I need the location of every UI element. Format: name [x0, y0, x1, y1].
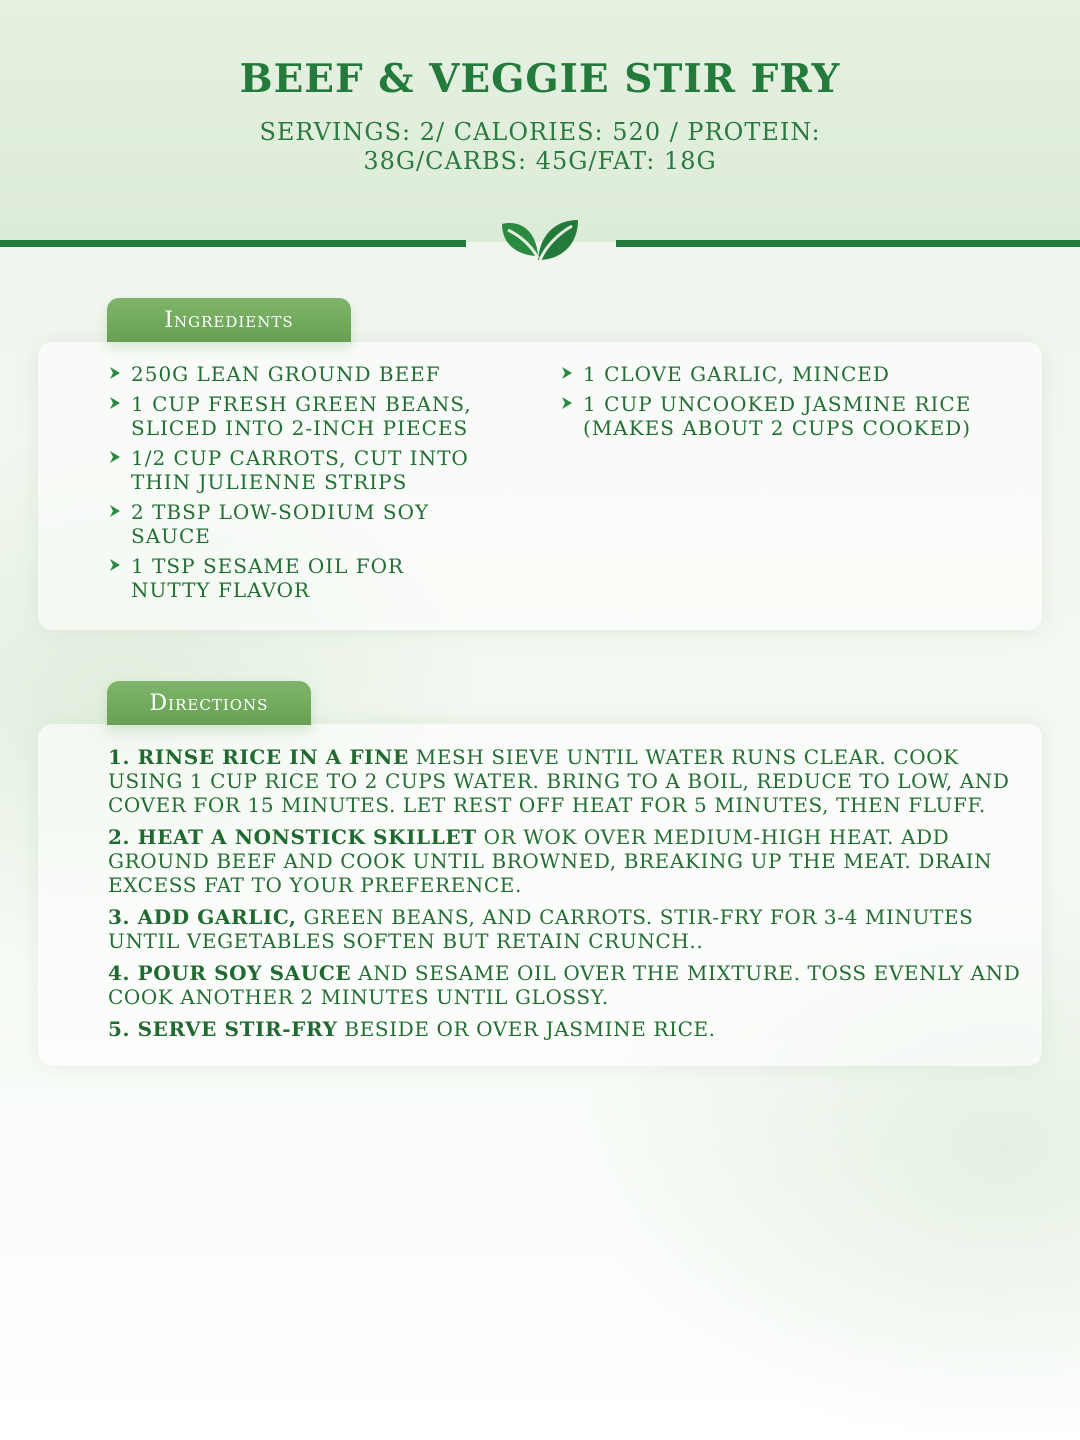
leaf-icon — [496, 214, 582, 268]
direction-step — [108, 825, 1038, 897]
divider-rule-left — [0, 240, 466, 247]
step-text: AND SESAME OIL OVER THE MIXTURE. TOSS EVENLY AND COOK ANOTHER 2 MINUTES UNTIL GLOSSY. — [108, 961, 1021, 1009]
list-item: 1/2 CUP CARROTS, CUT INTO THIN JULIENNE STRIPS — [108, 446, 488, 494]
list-item: 250G LEAN GROUND BEEF — [108, 362, 488, 386]
direction-step — [108, 905, 1038, 953]
direction-step — [108, 745, 1038, 817]
step-lead: 3. ADD GARLIC, — [108, 905, 297, 929]
step-lead: 4. POUR SOY SAUCE — [108, 961, 352, 985]
chevron-right-icon — [108, 395, 122, 411]
direction-step — [108, 1017, 1038, 1041]
direction-step — [108, 961, 1038, 1009]
chevron-right-icon — [108, 449, 122, 465]
step-lead: 5. SERVE STIR-FRY — [108, 1017, 338, 1041]
directions-list — [108, 745, 1038, 1049]
list-item: 1 CUP UNCOOKED JASMINE RICE (MAKES ABOUT 2 CUPS COOKED) — [560, 392, 990, 440]
chevron-right-icon — [560, 365, 574, 381]
divider-rule-right — [616, 240, 1080, 247]
directions-heading: Directions — [107, 681, 311, 725]
list-item: 1 CUP FRESH GREEN BEANS, SLICED INTO 2-INCH PIECES — [108, 392, 488, 440]
step-text: MESH SIEVE UNTIL WATER RUNS CLEAR. COOK USING 1 CUP RICE TO 2 CUPS WATER. BRING TO A BOIL, REDUCE TO LOW, AND COVER FOR 15 MINUTES. LET REST OFF HEAT FOR 5 MINUTES, THEN FLUFF. — [108, 745, 1010, 817]
step-lead: 1. RINSE RICE IN A FINE — [108, 745, 409, 769]
ingredients-list-left — [108, 362, 488, 608]
chevron-right-icon — [560, 395, 574, 411]
list-item: 2 TBSP LOW-SODIUM SOY SAUCE — [108, 500, 488, 548]
nutrition-summary: SERVINGS: 2/ CALORIES: 520 / PROTEIN: 38G/CARBS: 45G/FAT: 18G — [259, 118, 821, 175]
chevron-right-icon — [108, 503, 122, 519]
chevron-right-icon — [108, 365, 122, 381]
list-item: 1 CLOVE GARLIC, MINCED — [560, 362, 990, 386]
step-lead: 2. HEAT A NONSTICK SKILLET — [108, 825, 477, 849]
step-text: GREEN BEANS, AND CARROTS. STIR-FRY FOR 3-4 MINUTES UNTIL VEGETABLES SOFTEN BUT RETAIN CRUNCH.. — [108, 905, 974, 953]
step-text: OR WOK OVER MEDIUM-HIGH HEAT. ADD GROUND BEEF AND COOK UNTIL BROWNED, BREAKING UP THE MEAT. DRAIN EXCESS FAT TO YOUR PREFERENCE. — [108, 825, 993, 897]
step-text: BESIDE OR OVER JASMINE RICE. — [337, 1017, 716, 1041]
chevron-right-icon — [108, 557, 122, 573]
ingredients-list-right — [560, 362, 990, 446]
recipe-title: BEEF & VEGGIE STIR FRY — [239, 56, 841, 102]
ingredients-heading: Ingredients — [107, 298, 351, 342]
list-item: 1 TSP SESAME OIL FOR NUTTY FLAVOR — [108, 554, 488, 602]
